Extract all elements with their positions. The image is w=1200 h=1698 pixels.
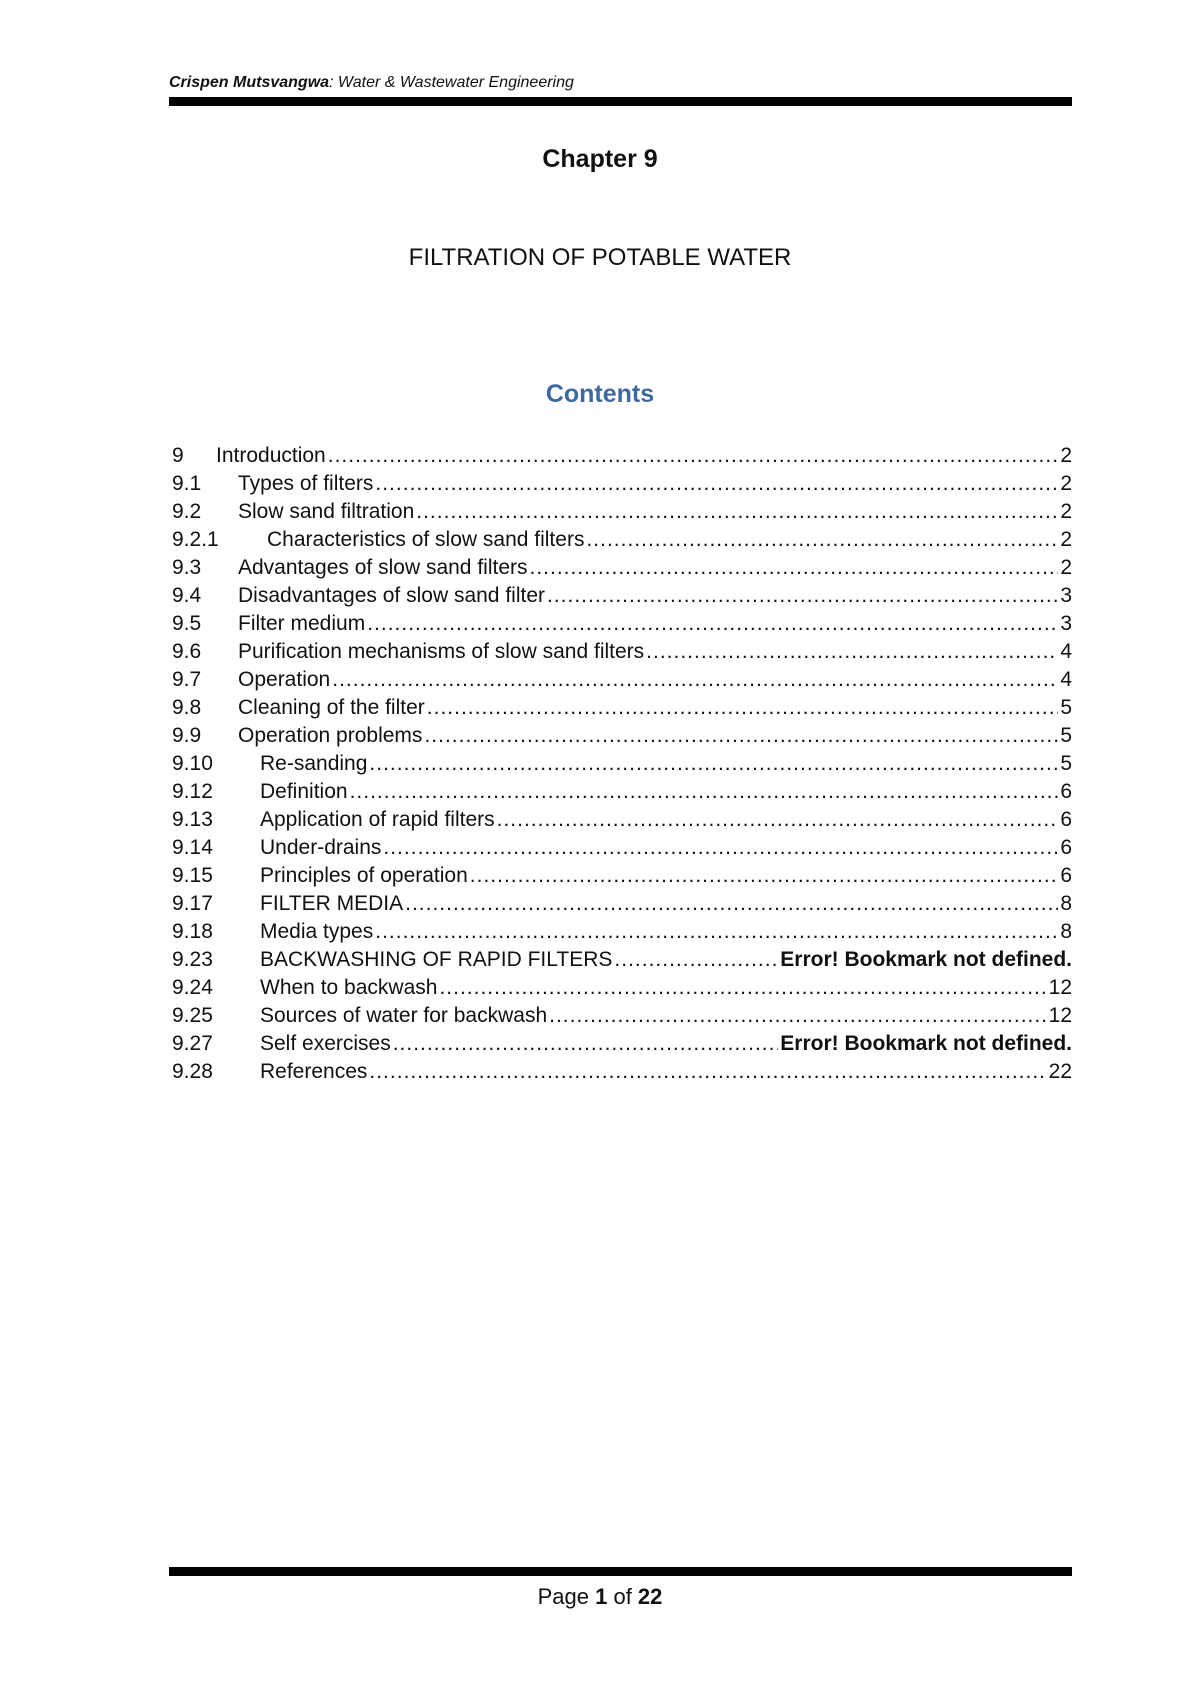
toc-entry-page: 2 (1060, 528, 1072, 551)
toc-entry[interactable] (172, 696, 1072, 724)
toc-entry[interactable] (172, 948, 1072, 976)
toc-entry-page: 6 (1060, 836, 1072, 859)
toc-dot-leader (614, 948, 778, 972)
toc-entry-number: 9.14 (172, 836, 213, 859)
toc-entry-number: 9.28 (172, 1060, 213, 1083)
header-author: Crispen Mutsvangwa (169, 74, 330, 91)
toc-entry[interactable] (172, 808, 1072, 836)
toc-entry[interactable] (172, 752, 1072, 780)
toc-dot-leader (549, 1004, 1047, 1028)
toc-entry-label[interactable]: Re-sanding (260, 752, 368, 775)
toc-entry-page: 8 (1060, 892, 1072, 915)
toc-dot-leader (530, 556, 1059, 580)
toc-entry-page: 22 (1048, 1060, 1072, 1083)
toc-dot-leader (427, 696, 1059, 720)
toc-dot-leader (375, 920, 1058, 944)
toc-entry[interactable] (172, 528, 1072, 556)
toc-entry-number: 9.5 (172, 612, 202, 635)
page-footer (0, 1584, 1200, 1610)
toc-entry[interactable] (172, 444, 1072, 472)
toc-dot-leader (375, 472, 1058, 496)
toc-entry-label[interactable]: Filter medium (238, 612, 366, 635)
toc-entry-page: 5 (1060, 752, 1072, 775)
toc-entry-page: 2 (1060, 472, 1072, 495)
toc-dot-leader (405, 892, 1058, 916)
toc-dot-leader (416, 500, 1058, 524)
toc-dot-leader (369, 752, 1058, 776)
toc-dot-leader (470, 864, 1059, 888)
toc-entry-page: Error! Bookmark not defined. (780, 948, 1072, 971)
toc-entry-page: 2 (1060, 444, 1072, 467)
toc-dot-leader (350, 780, 1059, 804)
header-rule (169, 97, 1072, 106)
toc-entry-number: 9.24 (172, 976, 213, 999)
toc-entry[interactable] (172, 668, 1072, 696)
toc-entry-label[interactable]: Introduction (216, 444, 326, 467)
toc-dot-leader (367, 612, 1058, 636)
toc-entry-number: 9.12 (172, 780, 213, 803)
toc-entry-label[interactable]: Application of rapid filters (260, 808, 495, 831)
toc-entry-label[interactable]: Purification mechanisms of slow sand filters (238, 640, 645, 663)
header-subject: Water & Wastewater Engineering (337, 74, 574, 91)
toc-entry-label[interactable]: Under-drains (260, 836, 382, 859)
toc-dot-leader (369, 1060, 1046, 1084)
toc-entry-label[interactable]: Operation (238, 668, 331, 691)
toc-dot-leader (497, 808, 1059, 832)
contents-heading: Contents (545, 380, 655, 408)
toc-entry-label[interactable]: BACKWASHING OF RAPID FILTERS (260, 948, 613, 971)
toc-entry-number: 9.2.1 (172, 528, 219, 551)
toc-dot-leader (328, 444, 1059, 468)
toc-entry-label[interactable]: FILTER MEDIA (260, 892, 404, 915)
toc-entry-label[interactable]: Types of filters (238, 472, 374, 495)
toc-dot-leader (383, 836, 1058, 860)
toc-entry-number: 9.13 (172, 808, 213, 831)
toc-entry[interactable] (172, 864, 1072, 892)
toc-entry-number: 9.4 (172, 584, 202, 607)
footer-prefix: Page (537, 1584, 596, 1609)
toc-entry-page: 6 (1060, 808, 1072, 831)
toc-entry-label[interactable]: Disadvantages of slow sand filter (238, 584, 545, 607)
toc-entry-number: 9.3 (172, 556, 202, 579)
chapter-title: FILTRATION OF POTABLE WATER (408, 244, 792, 271)
toc-entry-label[interactable]: Principles of operation (260, 864, 468, 887)
chapter-label: Chapter 9 (542, 145, 658, 173)
toc-entry-page: 12 (1048, 976, 1072, 999)
toc-entry-number: 9.8 (172, 696, 202, 719)
footer-total-pages: 22 (637, 1584, 663, 1609)
toc-entry[interactable] (172, 612, 1072, 640)
toc-entry-label[interactable]: When to backwash (260, 976, 438, 999)
toc-entry-number: 9.27 (172, 1032, 213, 1055)
toc-entry[interactable] (172, 500, 1072, 528)
toc-entry-label[interactable]: Media types (260, 920, 374, 943)
toc-entry[interactable] (172, 780, 1072, 808)
toc-dot-leader (439, 976, 1046, 1000)
toc-entry-number: 9.23 (172, 948, 213, 971)
toc-entry[interactable] (172, 920, 1072, 948)
toc-dot-leader (547, 584, 1058, 608)
toc-entry-label[interactable]: Operation problems (238, 724, 423, 747)
table-of-contents (172, 444, 1072, 1088)
toc-entry-number: 9.10 (172, 752, 213, 775)
toc-dot-leader (332, 668, 1058, 692)
running-header (169, 74, 574, 92)
toc-entry-number: 9.15 (172, 864, 213, 887)
toc-entry[interactable] (172, 584, 1072, 612)
toc-entry-page: 3 (1060, 584, 1072, 607)
footer-current-page: 1 (595, 1584, 608, 1609)
toc-entry-page: 5 (1060, 696, 1072, 719)
toc-entry-number: 9.6 (172, 640, 202, 663)
footer-rule (169, 1567, 1072, 1576)
toc-entry-label[interactable]: Self exercises (260, 1032, 391, 1055)
toc-entry-label[interactable]: Characteristics of slow sand filters (267, 528, 585, 551)
toc-entry-number: 9.7 (172, 668, 202, 691)
toc-entry-label[interactable]: Sources of water for backwash (260, 1004, 548, 1027)
toc-entry-page: 4 (1060, 640, 1072, 663)
toc-entry-number: 9 (172, 444, 184, 467)
toc-entry-number: 9.9 (172, 724, 202, 747)
toc-entry[interactable] (172, 836, 1072, 864)
toc-entry[interactable] (172, 640, 1072, 668)
footer-middle: of (607, 1584, 638, 1609)
toc-entry-page: 2 (1060, 500, 1072, 523)
toc-entry-page: 8 (1060, 920, 1072, 943)
toc-entry-label[interactable]: Slow sand filtration (238, 500, 415, 523)
header-separator: : (329, 74, 338, 91)
toc-entry[interactable] (172, 1004, 1072, 1032)
toc-entry[interactable] (172, 472, 1072, 500)
toc-entry-number: 9.18 (172, 920, 213, 943)
toc-entry-page: 2 (1060, 556, 1072, 579)
toc-dot-leader (424, 724, 1058, 748)
toc-entry-page: 6 (1060, 864, 1072, 887)
toc-entry-page: 12 (1048, 1004, 1072, 1027)
toc-entry[interactable] (172, 1060, 1072, 1088)
toc-entry[interactable] (172, 892, 1072, 920)
toc-entry[interactable] (172, 556, 1072, 584)
toc-dot-leader (586, 528, 1058, 552)
toc-entry-page: 5 (1060, 724, 1072, 747)
toc-entry-page: 6 (1060, 780, 1072, 803)
toc-entry-page: Error! Bookmark not defined. (780, 1032, 1072, 1055)
toc-entry[interactable] (172, 1032, 1072, 1060)
toc-entry[interactable] (172, 724, 1072, 752)
toc-entry-page: 4 (1060, 668, 1072, 691)
toc-entry-number: 9.2 (172, 500, 202, 523)
toc-entry-page: 3 (1060, 612, 1072, 635)
toc-entry-number: 9.25 (172, 1004, 213, 1027)
toc-entry[interactable] (172, 976, 1072, 1004)
toc-entry-label[interactable]: Definition (260, 780, 348, 803)
toc-entry-label[interactable]: References (260, 1060, 368, 1083)
toc-dot-leader (393, 1032, 779, 1056)
toc-entry-number: 9.1 (172, 472, 202, 495)
toc-dot-leader (646, 640, 1058, 664)
toc-entry-number: 9.17 (172, 892, 213, 915)
toc-entry-label[interactable]: Cleaning of the filter (238, 696, 425, 719)
toc-entry-label[interactable]: Advantages of slow sand filters (238, 556, 528, 579)
